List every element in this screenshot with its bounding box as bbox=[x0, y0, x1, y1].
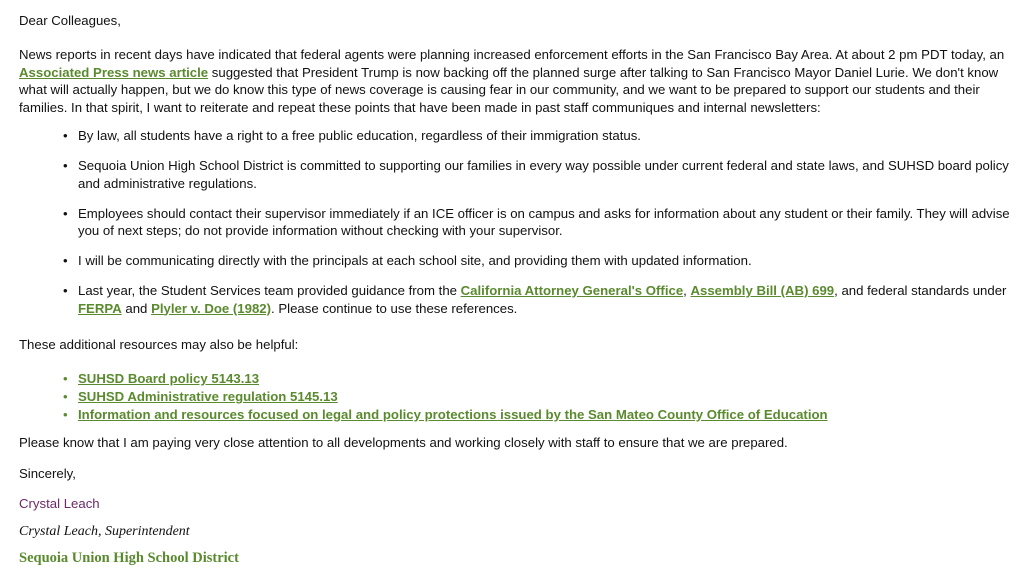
key-points-list bbox=[60, 127, 1010, 330]
smcoe-resources-link[interactable]: Information and resources focused on legal and policy protections issued by the San Mateo County Office of Education bbox=[78, 407, 828, 422]
closing-paragraph: Please know that I am paying very close attention to all developments and working closely with staff to ensure that we are prepared. bbox=[19, 435, 788, 450]
list-item: • Sequoia Union High School District is committed to supporting our families in every way possible under current federal and state laws, and SUHSD board policy and administrative regulations. bbox=[60, 157, 1010, 192]
signature-title: Crystal Leach, Superintendent bbox=[19, 524, 190, 539]
assembly-bill-699-link[interactable]: Assembly Bill (AB) 699 bbox=[690, 283, 835, 298]
signature-organization: Sequoia Union High School District bbox=[19, 550, 239, 566]
list-item bbox=[60, 370, 1010, 388]
greeting: Dear Colleagues, bbox=[19, 13, 121, 28]
guidance-text-2: , and federal standards under bbox=[834, 283, 1007, 298]
additional-resources-intro: These additional resources may also be helpful: bbox=[19, 337, 299, 352]
list-item: • Employees should contact their supervisor immediately if an ICE officer is on campus and asks for information about any student or their family. They will advise you of next steps; do not provide information without checking with your supervisor. bbox=[60, 205, 1010, 240]
intro-paragraph bbox=[19, 46, 1009, 116]
board-policy-link[interactable]: SUHSD Board policy 5143.13 bbox=[78, 371, 260, 386]
sign-off: Sincerely, bbox=[19, 466, 76, 481]
resources-list bbox=[60, 370, 1010, 424]
admin-regulation-link[interactable]: SUHSD Administrative regulation 5145.13 bbox=[78, 389, 338, 404]
signature-name: Crystal Leach bbox=[19, 496, 100, 511]
list-item bbox=[60, 282, 1010, 317]
ap-news-article-link[interactable]: Associated Press news article bbox=[19, 64, 209, 80]
guidance-text-1: Last year, the Student Services team provided guidance from the bbox=[78, 283, 461, 298]
guidance-text-3: and bbox=[121, 300, 152, 316]
list-item: • By law, all students have a right to a free public education, regardless of their immigration status. bbox=[60, 127, 1010, 145]
guidance-sep: , bbox=[683, 283, 691, 298]
plyler-v-doe-link[interactable]: Plyler v. Doe (1982) bbox=[151, 300, 272, 316]
list-item bbox=[60, 388, 1010, 406]
intro-text-2: suggested that President Trump is now backing off the planned surge after talking to San Francisco Mayor Daniel Lurie. We don't know what will actually happen, but we do know this type of news coverage is causing fear in our community, and we want to be prepared to support our students and their families. In that spirit, I want to reiterate and repeat these points that have been made in past staff communiques and internal newsletters: bbox=[19, 64, 999, 115]
list-item: • I will be communicating directly with the principals at each school site, and providing them with updated information. bbox=[60, 252, 1010, 270]
ca-attorney-general-link[interactable]: California Attorney General's Office bbox=[460, 283, 684, 298]
list-item bbox=[60, 406, 1010, 424]
guidance-text-4: . Please continue to use these references. bbox=[271, 300, 518, 316]
intro-text-1: News reports in recent days have indicated that federal agents were planning increased enforcement efforts in the San Francisco Bay Area. At about 2 pm PDT today, an bbox=[19, 47, 1005, 62]
ferpa-link[interactable]: FERPA bbox=[78, 300, 122, 316]
